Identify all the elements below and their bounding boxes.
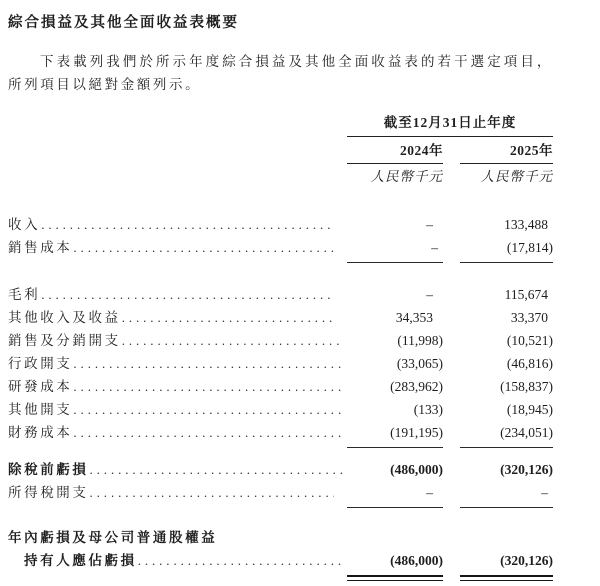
table-row [8, 329, 553, 352]
value-2025: 115,674 [504, 287, 548, 302]
total-rule-2024 [347, 447, 443, 448]
value-2025: (17,814) [506, 240, 553, 255]
period-header: 截至12月31日止年度 [347, 114, 553, 137]
value-2024: (191,195) [390, 425, 443, 440]
value-2025: (234,051) [500, 425, 553, 440]
table-row [8, 283, 553, 306]
table-row [8, 458, 553, 481]
financial-table [8, 114, 553, 578]
total-rule-2025 [460, 575, 553, 581]
rule-row [8, 572, 553, 578]
total-rule-2025 [460, 262, 553, 263]
row-label: 所得稅開支 [8, 485, 89, 500]
value-2025: 33,370 [510, 310, 548, 325]
row-label: 其他開支 [8, 402, 73, 417]
value-2025: (10,521) [506, 333, 553, 348]
row-label: 銷售成本 [8, 240, 73, 255]
row-label: 財務成本 [8, 425, 73, 440]
total-rule-2024 [347, 262, 443, 263]
value-2025: (320,126) [500, 462, 553, 477]
row-label: 銷售及分銷開支 [8, 333, 121, 348]
dot-leader [90, 481, 335, 504]
row-label: 毛利 [8, 287, 41, 302]
dot-leader [90, 458, 345, 481]
dot-leader [73, 236, 339, 259]
unit-label-2025: 人民幣千元 [480, 169, 553, 184]
value-2024: – [431, 240, 438, 255]
table-row [8, 213, 553, 236]
row-label: 年內虧損及母公司普通股權益 [8, 530, 218, 545]
value-2024: (133) [413, 402, 443, 417]
value-2024: (283,962) [390, 379, 443, 394]
dot-leader [138, 549, 344, 572]
dot-leader [122, 329, 344, 352]
table-row [8, 306, 553, 329]
row-label: 行政開支 [8, 356, 73, 371]
table-row [8, 526, 553, 549]
value-2024: 34,353 [395, 310, 433, 325]
value-2024: – [426, 485, 433, 500]
dot-leader [73, 398, 344, 421]
dot-leader [73, 375, 344, 398]
section-gap [8, 510, 553, 526]
row-label: 除稅前虧損 [8, 462, 89, 477]
value-2025: 133,488 [504, 217, 548, 232]
total-rule-2025 [460, 507, 553, 508]
section-gap [8, 450, 553, 458]
value-2024: (33,065) [396, 356, 443, 371]
section-title: 綜合損益及其他全面收益表概要 [8, 15, 239, 31]
table-unit-header-row [8, 167, 553, 187]
table-year-header-row [8, 141, 553, 164]
value-2025: (18,945) [506, 402, 553, 417]
dot-leader [122, 306, 334, 329]
table-row [8, 549, 553, 572]
table-row [8, 236, 553, 259]
dot-leader [73, 352, 344, 375]
dot-leader [41, 283, 334, 306]
intro-paragraph: 下表載列我們於所示年度綜合損益及其他全面收益表的若干選定項目，所列項目以絕對金額列示。 [8, 54, 553, 92]
total-rule-2024 [347, 507, 443, 508]
value-2024: – [426, 287, 433, 302]
table-row [8, 421, 553, 444]
table-row [8, 352, 553, 375]
value-2024: (486,000) [390, 553, 443, 568]
section-gap [8, 265, 553, 283]
value-2024: (11,998) [397, 333, 443, 348]
value-2025: (158,837) [500, 379, 553, 394]
row-label: 持有人應佔虧損 [24, 553, 137, 568]
table-row [8, 398, 553, 421]
total-rule-2024 [347, 575, 443, 581]
dot-leader [41, 213, 334, 236]
row-label: 研發成本 [8, 379, 73, 394]
value-2024: (486,000) [390, 462, 443, 477]
row-label: 其他收入及收益 [8, 310, 121, 325]
table-row [8, 375, 553, 398]
unit-label-2024: 人民幣千元 [370, 169, 443, 184]
dot-leader [73, 421, 344, 444]
value-2024: – [426, 217, 433, 232]
row-label: 收入 [8, 217, 41, 232]
value-2025: (46,816) [506, 356, 553, 371]
table-body [8, 213, 553, 578]
column-header-2024: 2024年 [347, 141, 443, 164]
table-row [8, 481, 553, 504]
value-2025: – [541, 485, 548, 500]
column-header-2025: 2025年 [460, 141, 553, 164]
total-rule-2025 [460, 447, 553, 448]
table-period-header-row [8, 114, 553, 137]
value-2025: (320,126) [500, 553, 553, 568]
